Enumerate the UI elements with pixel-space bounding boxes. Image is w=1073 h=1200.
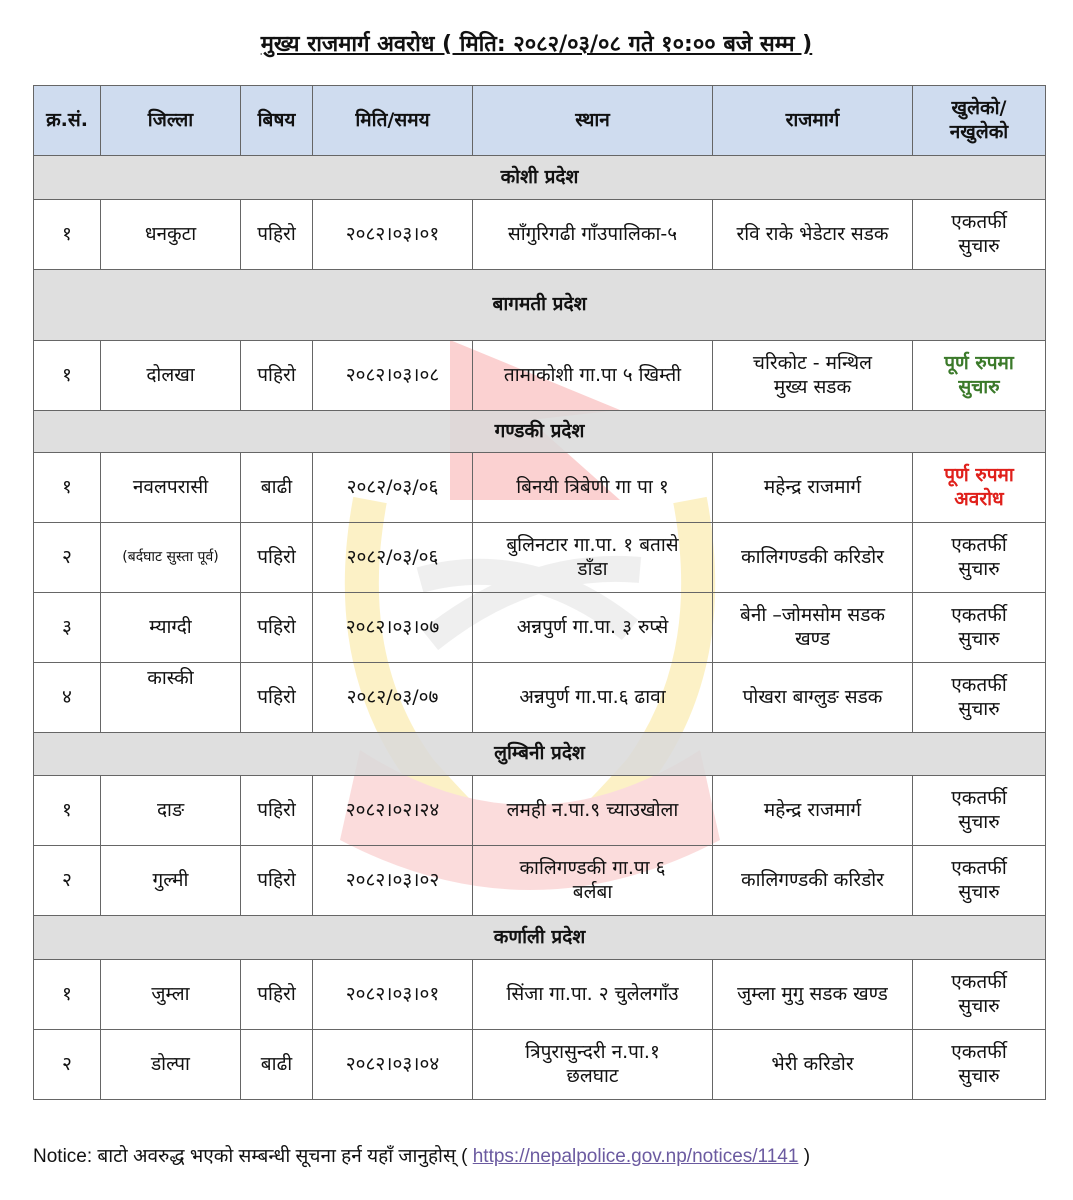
cell-date: २०८२/०३/०६ (313, 523, 473, 593)
cell-subject: पहिरो (241, 341, 313, 411)
cell-sn: १ (34, 453, 101, 523)
cell-sn: २ (34, 1030, 101, 1100)
cell-status: एकतर्फी सुचारु (913, 776, 1046, 846)
cell-highway: कालिगण्डकी करिडोर (713, 846, 913, 916)
cell-status: एकतर्फी सुचारु (913, 960, 1046, 1030)
cell-district: दाङ (101, 776, 241, 846)
cell-date: २०८२।०३।०१ (313, 960, 473, 1030)
table-row (34, 1030, 1046, 1100)
cell-district: धनकुटा (101, 200, 241, 270)
cell-place: त्रिपुरासुन्दरी न.पा.१ छलघाट (473, 1030, 713, 1100)
cell-status: एकतर्फी सुचारु (913, 593, 1046, 663)
province-label: लुम्बिनी प्रदेश (34, 733, 1046, 776)
col-header-status: खुलेको/ नखुलेको (913, 86, 1046, 156)
notice-link[interactable]: https://nepalpolice.gov.np/notices/1141 (472, 1146, 799, 1167)
cell-date: २०८२।०३।०८ (313, 341, 473, 411)
cell-sn: १ (34, 960, 101, 1030)
col-header-highway: राजमार्ग (713, 86, 913, 156)
table-row (34, 453, 1046, 523)
cell-district: म्याग्दी (101, 593, 241, 663)
page-title: मुख्य राजमार्ग अवरोध ( मिति: २०८२/०३/०८ गते १०:०० बजे सम्म ) (260, 32, 813, 57)
province-row-karnali (34, 916, 1046, 960)
cell-place: कालिगण्डकी गा.पा ६ बर्लबा (473, 846, 713, 916)
cell-sn: १ (34, 341, 101, 411)
cell-subject: पहिरो (241, 846, 313, 916)
table-row (34, 776, 1046, 846)
cell-status: एकतर्फी सुचारु (913, 523, 1046, 593)
cell-highway: जुम्ला मुगु सडक खण्ड (713, 960, 913, 1030)
notice-line (33, 1142, 810, 1168)
cell-status: एकतर्फी सुचारु (913, 663, 1046, 733)
province-row-lumbini (34, 733, 1046, 776)
cell-sn: १ (34, 200, 101, 270)
cell-highway: पोखरा बाग्लुङ सडक (713, 663, 913, 733)
province-row-bagmati (34, 270, 1046, 341)
cell-status: पूर्ण रुपमा सुचारु (913, 341, 1046, 411)
province-label: गण्डकी प्रदेश (34, 411, 1046, 453)
cell-sn: १ (34, 776, 101, 846)
cell-highway: महेन्द्र राजमार्ग (713, 453, 913, 523)
cell-highway: महेन्द्र राजमार्ग (713, 776, 913, 846)
cell-place: साँगुरिगढी गाँउपालिका-५ (473, 200, 713, 270)
cell-place: बिनयी त्रिबेणी गा पा १ (473, 453, 713, 523)
table-row (34, 341, 1046, 411)
cell-status: एकतर्फी सुचारु (913, 846, 1046, 916)
cell-district: डोल्पा (101, 1030, 241, 1100)
table-row (34, 593, 1046, 663)
cell-district: जुम्ला (101, 960, 241, 1030)
cell-sn: ४ (34, 663, 101, 733)
col-header-district: जिल्ला (101, 86, 241, 156)
province-row-gandaki (34, 411, 1046, 453)
cell-sn: ३ (34, 593, 101, 663)
cell-sn: २ (34, 846, 101, 916)
province-label: कर्णाली प्रदेश (34, 916, 1046, 960)
cell-subject: पहिरो (241, 960, 313, 1030)
cell-status: एकतर्फी सुचारु (913, 1030, 1046, 1100)
highway-obstruction-table (33, 85, 1046, 1100)
cell-place: अन्नपुर्ण गा.पा. ३ रुप्से (473, 593, 713, 663)
cell-district: (बर्दघाट सुस्ता पूर्व) (101, 523, 241, 593)
cell-subject: बाढी (241, 1030, 313, 1100)
cell-date: २०८२।०३।०२ (313, 846, 473, 916)
cell-subject: पहिरो (241, 593, 313, 663)
cell-place: लमही न.पा.९ च्याउखोला (473, 776, 713, 846)
col-header-date: मिति/समय (313, 86, 473, 156)
notice-text: Notice: बाटो अवरुद्ध भएको सम्बन्धी सूचना हर्न यहाँ जानुहोस् ( (33, 1146, 473, 1167)
table-row (34, 200, 1046, 270)
cell-district: गुल्मी (101, 846, 241, 916)
cell-place: बुलिनटार गा.पा. १ बतासे डाँडा (473, 523, 713, 593)
col-header-sn: क्र.सं. (34, 86, 101, 156)
cell-subject: पहिरो (241, 663, 313, 733)
table-row (34, 663, 1046, 733)
cell-date: २०८२/०३/०६ (313, 453, 473, 523)
cell-subject: पहिरो (241, 523, 313, 593)
cell-date: २०८२।०३।०१ (313, 200, 473, 270)
cell-highway: भेरी करिडोर (713, 1030, 913, 1100)
table-header-row (34, 86, 1046, 156)
col-header-subject: बिषय (241, 86, 313, 156)
cell-sn: २ (34, 523, 101, 593)
cell-place: सिंजा गा.पा. २ चुलेलगाँउ (473, 960, 713, 1030)
province-label: कोशी प्रदेश (34, 156, 1046, 200)
cell-highway: कालिगण्डकी करिडोर (713, 523, 913, 593)
cell-highway: रवि राके भेडेटार सडक (713, 200, 913, 270)
cell-status: एकतर्फी सुचारु (913, 200, 1046, 270)
cell-date: २०८२।०३।०४ (313, 1030, 473, 1100)
cell-district: कास्की (101, 663, 241, 733)
cell-date: २०८२।०३।०७ (313, 593, 473, 663)
table-row (34, 846, 1046, 916)
cell-date: २०८२।०२।२४ (313, 776, 473, 846)
cell-place: तामाकोशी गा.पा ५ खिम्ती (473, 341, 713, 411)
cell-status: पूर्ण रुपमा अवरोध (913, 453, 1046, 523)
cell-highway: चरिकोट - मन्थिल मुख्य सडक (713, 341, 913, 411)
cell-date: २०८२/०३/०७ (313, 663, 473, 733)
province-label: बागमती प्रदेश (34, 270, 1046, 341)
cell-highway: बेनी –जोमसोम सडक खण्ड (713, 593, 913, 663)
cell-district: नवलपरासी (101, 453, 241, 523)
table-row (34, 523, 1046, 593)
col-header-place: स्थान (473, 86, 713, 156)
cell-place: अन्नपुर्ण गा.पा.६ ढावा (473, 663, 713, 733)
cell-subject: बाढी (241, 453, 313, 523)
cell-district: दोलखा (101, 341, 241, 411)
cell-subject: पहिरो (241, 200, 313, 270)
cell-subject: पहिरो (241, 776, 313, 846)
province-row-koshi (34, 156, 1046, 200)
notice-close-paren: ) (798, 1146, 811, 1167)
table-row (34, 960, 1046, 1030)
